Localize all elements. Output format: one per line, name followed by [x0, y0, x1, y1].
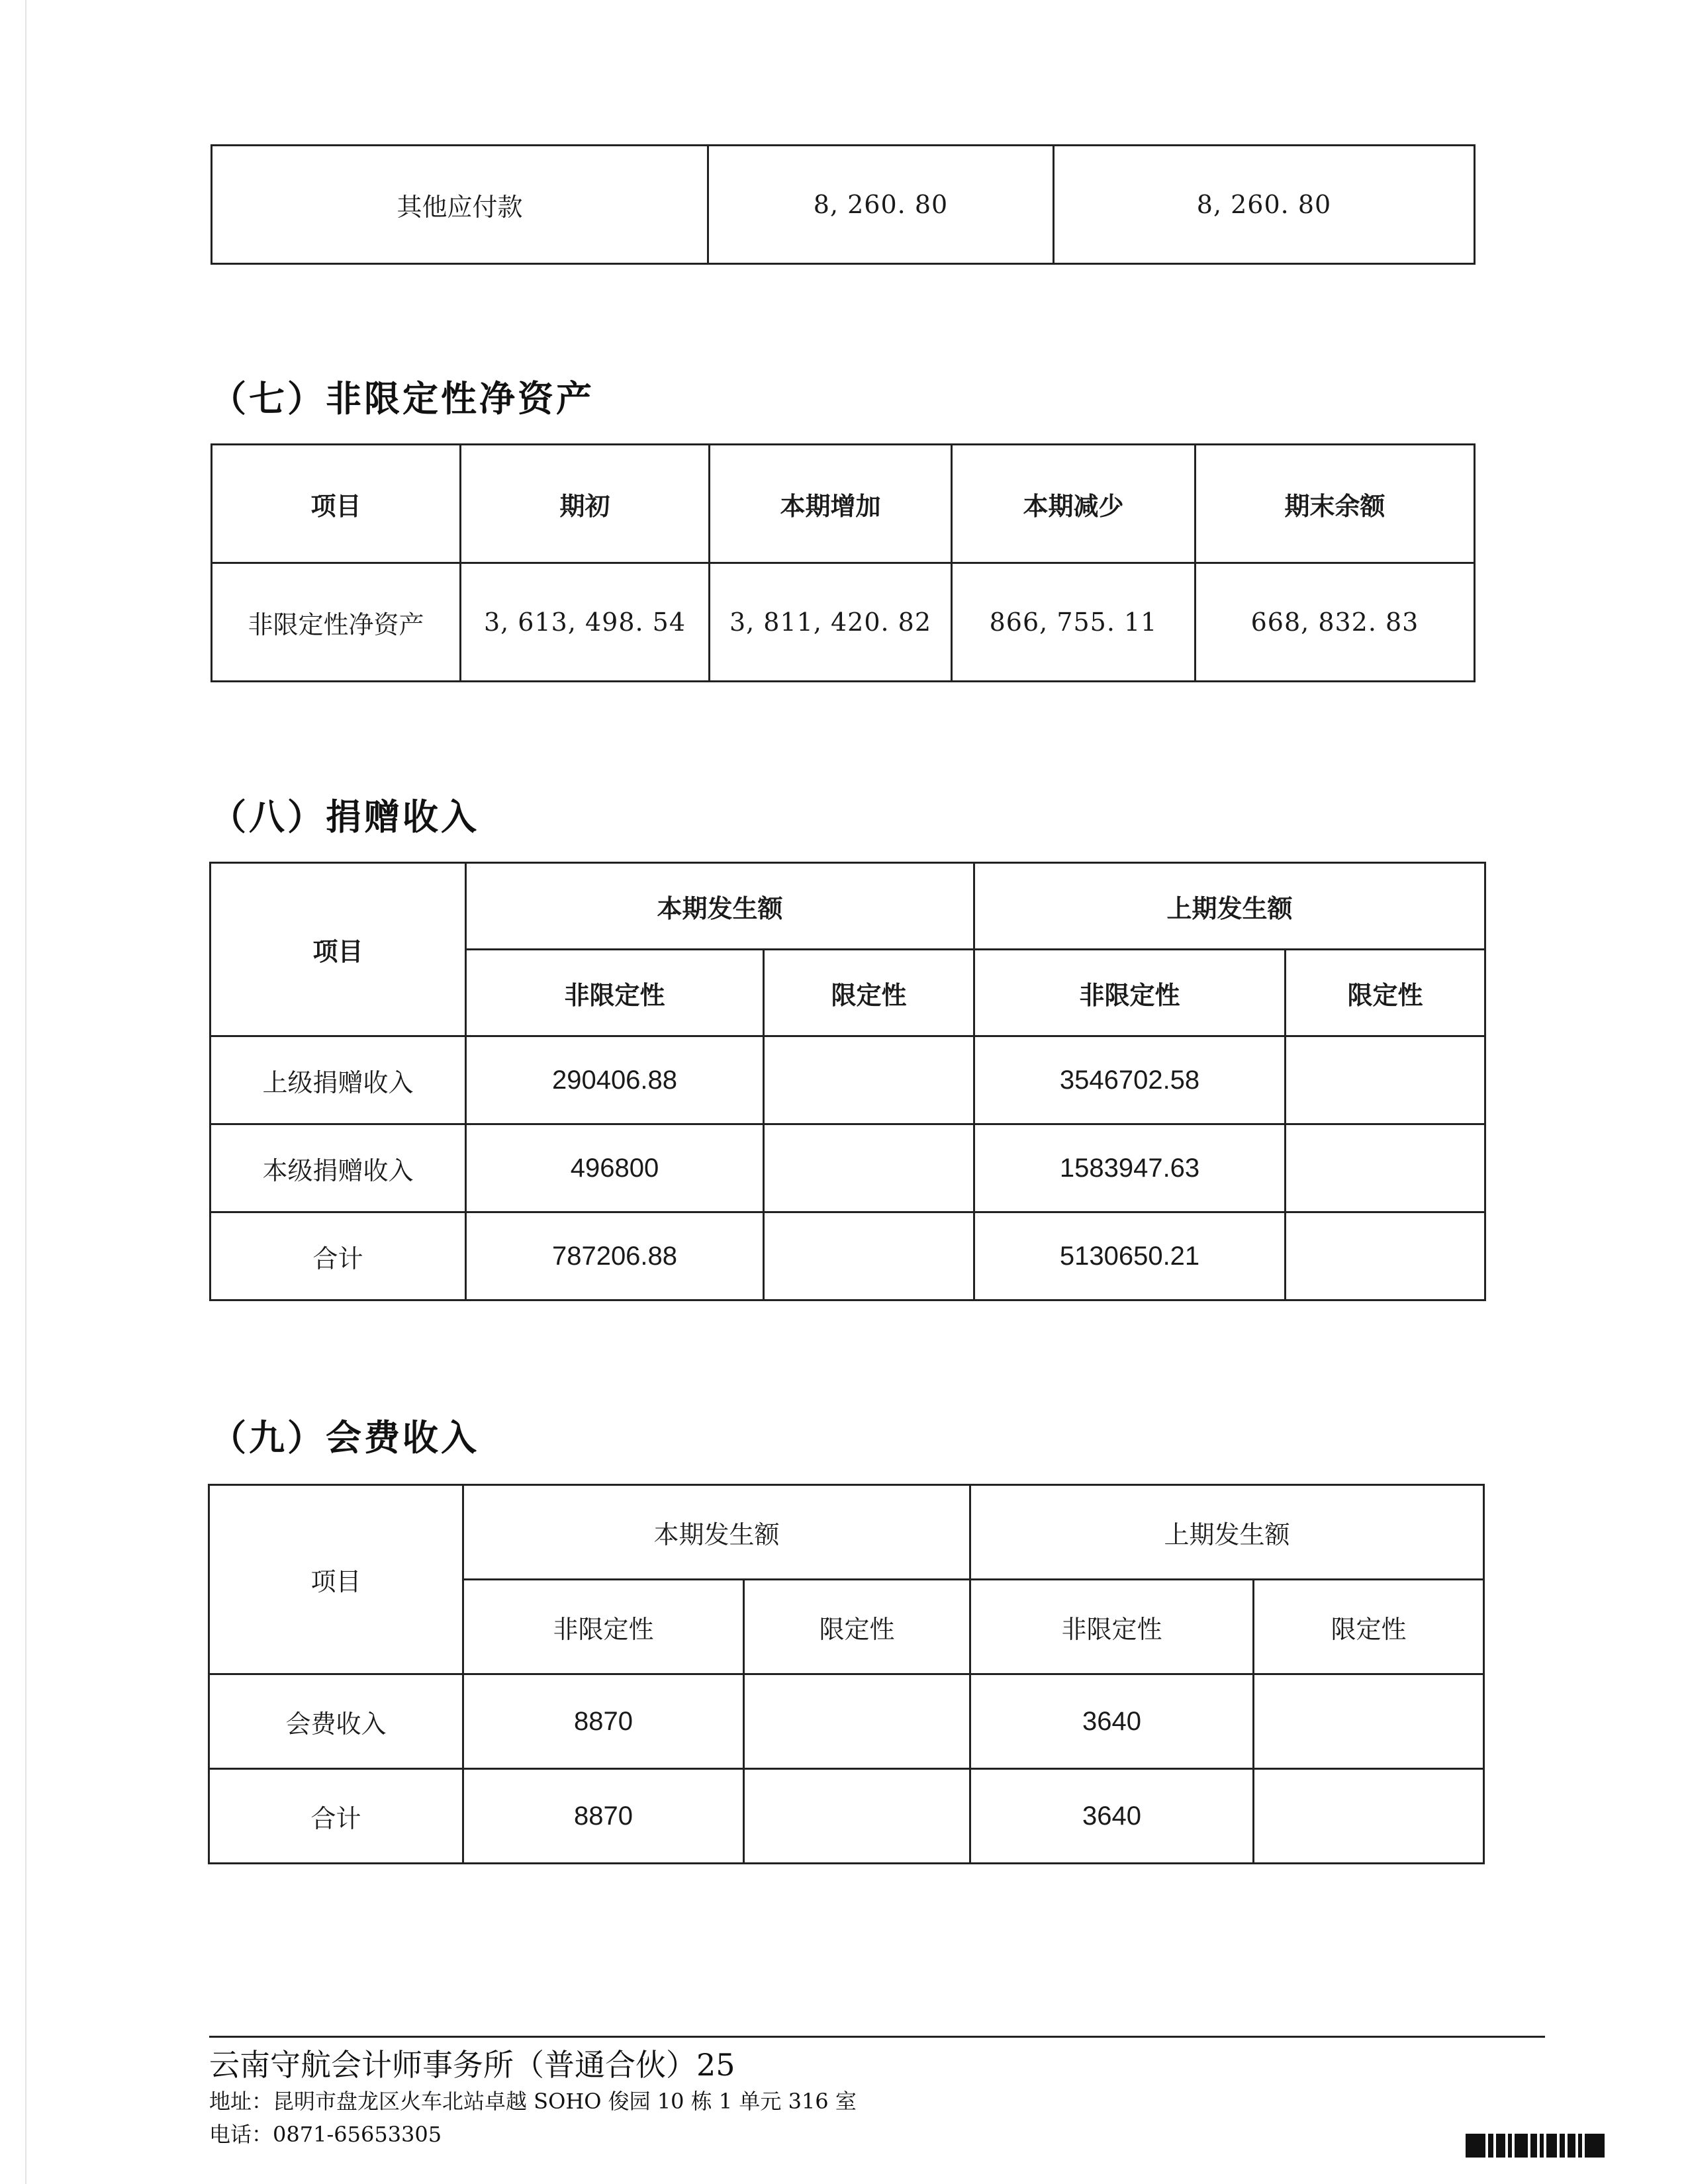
row-label: 本级捐赠收入: [211, 1124, 466, 1212]
header-item: 项目: [211, 863, 466, 1036]
table-row: [211, 1124, 1485, 1212]
row-current-unrestricted: 787206.88: [466, 1212, 764, 1300]
row-current-unrestricted: 8870: [463, 1674, 744, 1769]
row-current-restricted: [764, 1212, 974, 1300]
subheader-prior-unrestricted: 非限定性: [974, 950, 1286, 1036]
table-header-row: [209, 1485, 1484, 1580]
donation-income-table: [209, 862, 1486, 1301]
row-current-restricted: [744, 1769, 970, 1864]
row-prior-restricted: [1286, 1212, 1485, 1300]
table-header-row: [211, 863, 1485, 950]
subheader-current-restricted: 限定性: [764, 950, 974, 1036]
row-prior-restricted: [1254, 1769, 1484, 1864]
header-end: 期末余额: [1196, 445, 1475, 563]
table-row: [211, 1036, 1485, 1124]
other-payables-end: 8, 260. 80: [1054, 146, 1475, 264]
header-prior-period: 上期发生额: [970, 1485, 1484, 1580]
subheader-current-restricted: 限定性: [744, 1580, 970, 1674]
section-9-title: （九）会费收入: [211, 1417, 479, 1459]
unrestricted-net-assets-table: [211, 443, 1476, 682]
row-current-restricted: [764, 1036, 974, 1124]
subheader-prior-restricted: 限定性: [1254, 1580, 1484, 1674]
row-prior-unrestricted: 3546702.58: [974, 1036, 1286, 1124]
row-prior-restricted: [1286, 1036, 1485, 1124]
row-prior-unrestricted: 3640: [970, 1769, 1254, 1864]
header-current-period: 本期发生额: [466, 863, 974, 950]
other-payables-begin: 8, 260. 80: [708, 146, 1054, 264]
table-header-row: [212, 445, 1475, 563]
membership-fee-table: [208, 1484, 1485, 1864]
footer-divider: [209, 2036, 1545, 2038]
row-current-unrestricted: 290406.88: [466, 1036, 764, 1124]
row-prior-unrestricted: 3640: [970, 1674, 1254, 1769]
other-payables-label: 其他应付款: [212, 146, 708, 264]
header-decrease: 本期减少: [952, 445, 1196, 563]
row-end: 668, 832. 83: [1196, 563, 1475, 682]
table-row-total: [211, 1212, 1485, 1300]
footer-address: 地址：昆明市盘龙区火车北站卓越 SOHO 俊园 10 栋 1 单元 316 室: [209, 2089, 857, 2114]
header-prior-period: 上期发生额: [974, 863, 1485, 950]
subheader-current-unrestricted: 非限定性: [466, 950, 764, 1036]
row-increase: 3, 811, 420. 82: [710, 563, 952, 682]
section-7-title: （七）非限定性净资产: [211, 378, 594, 420]
other-payables-table: [211, 144, 1476, 265]
header-item: 项目: [212, 445, 461, 563]
row-label: 上级捐赠收入: [211, 1036, 466, 1124]
header-begin: 期初: [461, 445, 710, 563]
row-current-unrestricted: 8870: [463, 1769, 744, 1864]
row-label: 合计: [209, 1769, 463, 1864]
row-current-restricted: [744, 1674, 970, 1769]
row-prior-restricted: [1286, 1124, 1485, 1212]
scan-edge: [25, 0, 26, 2184]
subheader-current-unrestricted: 非限定性: [463, 1580, 744, 1674]
barcode-icon: [1466, 2132, 1611, 2159]
row-prior-unrestricted: 5130650.21: [974, 1212, 1286, 1300]
footer-phone: 电话：0871-65653305: [209, 2122, 442, 2147]
subheader-prior-unrestricted: 非限定性: [970, 1580, 1254, 1674]
row-label: 合计: [211, 1212, 466, 1300]
table-row: [212, 146, 1475, 264]
table-row: [212, 563, 1475, 682]
footer-firm-name: 云南守航会计师事务所（普通合伙）25: [209, 2047, 735, 2083]
table-row-total: [209, 1769, 1484, 1864]
row-prior-unrestricted: 1583947.63: [974, 1124, 1286, 1212]
row-current-unrestricted: 496800: [466, 1124, 764, 1212]
row-decrease: 866, 755. 11: [952, 563, 1196, 682]
header-item: 项目: [209, 1485, 463, 1674]
row-label: 非限定性净资产: [212, 563, 461, 682]
section-8-title: （八）捐赠收入: [211, 796, 479, 838]
header-current-period: 本期发生额: [463, 1485, 970, 1580]
row-begin: 3, 613, 498. 54: [461, 563, 710, 682]
table-row: [209, 1674, 1484, 1769]
row-label: 会费收入: [209, 1674, 463, 1769]
subheader-prior-restricted: 限定性: [1286, 950, 1485, 1036]
row-current-restricted: [764, 1124, 974, 1212]
row-prior-restricted: [1254, 1674, 1484, 1769]
header-increase: 本期增加: [710, 445, 952, 563]
